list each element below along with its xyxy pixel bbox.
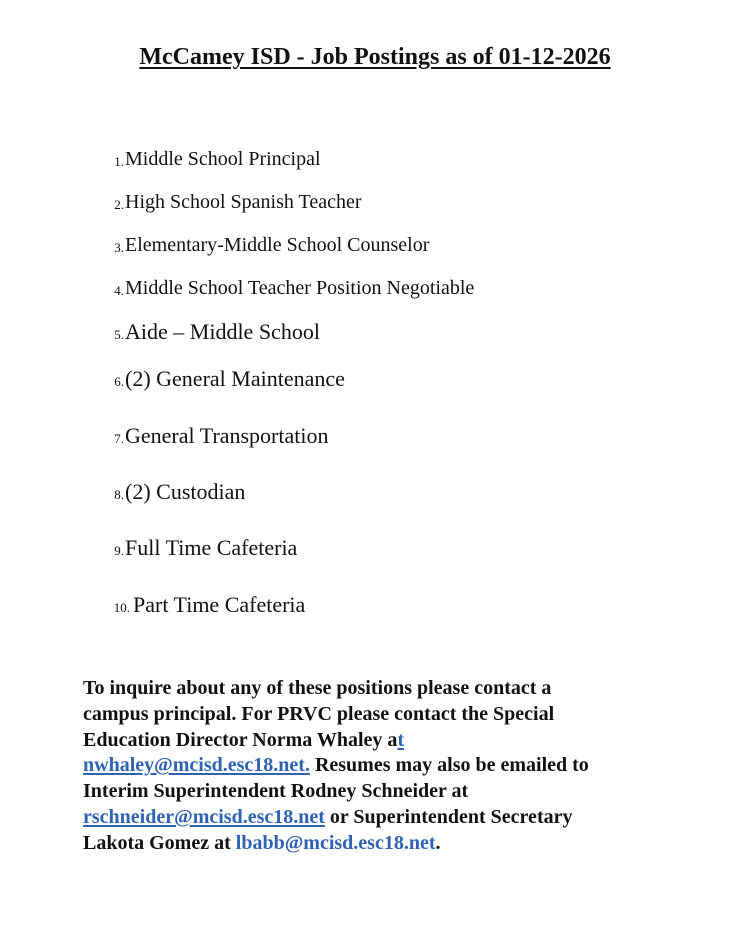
list-item-number: 6. <box>114 374 124 389</box>
list-item-label: Elementary-Middle School Counselor <box>125 234 430 256</box>
list-item-number: 5. <box>114 327 124 342</box>
list-item-number: 1. <box>114 154 124 169</box>
list-item-label: General Transportation <box>125 423 329 448</box>
list-item-number: 2. <box>114 197 124 212</box>
list-item-label: Middle School Teacher Position Negotiable <box>125 277 475 299</box>
email-link-fragment[interactable]: t <box>397 728 405 751</box>
list-item-number: 9. <box>114 543 124 558</box>
contact-paragraph <box>83 676 683 857</box>
contact-line-1: To inquire about any of these positions please contact a <box>83 677 552 699</box>
contact-line-4-text: Resumes may also be emailed to <box>309 754 589 777</box>
contact-line-3 <box>83 728 683 754</box>
list-item-label: Full Time Cafeteria <box>125 535 298 560</box>
email-link-nwhaley[interactable]: nwhaley@mcisd.esc18.net <box>83 754 305 777</box>
list-item-label: Part Time Cafeteria <box>133 592 306 617</box>
list-item-label: (2) Custodian <box>125 479 246 504</box>
contact-line-3-text: Education Director Norma Whaley a <box>83 728 398 751</box>
contact-line-5: Interim Superintendent Rodney Schneider at <box>83 780 469 803</box>
contact-line-6-text: or Superintendent Secretary <box>324 805 573 828</box>
list-item-number: 8. <box>114 487 124 502</box>
contact-line-7-text: Lakota Gomez at <box>83 831 236 854</box>
page-title: McCamey ISD - Job Postings as of 01-12-2026 <box>139 44 611 70</box>
list-item-label: (2) General Maintenance <box>125 366 345 391</box>
list-item-label: High School Spanish Teacher <box>125 191 362 213</box>
list-item-label: Aide – Middle School <box>125 319 320 344</box>
list-item-label: Middle School Principal <box>125 148 321 170</box>
list-item-number: 7. <box>114 431 124 446</box>
email-link-lbabb[interactable]: lbabb@mcisd.esc18.net <box>235 831 436 854</box>
email-link-period[interactable]: . <box>304 754 310 777</box>
contact-line-4 <box>83 753 683 779</box>
contact-line-7 <box>83 831 683 857</box>
list-item-number: 10. <box>113 600 130 615</box>
list-item-number: 4. <box>114 283 124 298</box>
contact-line-6 <box>83 805 683 831</box>
contact-line-2: campus principal. For PRVC please contact the Special <box>83 702 555 725</box>
contact-line-7-end: . <box>435 831 441 854</box>
email-link-rschneider[interactable]: rschneider@mcisd.esc18.net <box>83 805 325 828</box>
list-item-number: 3. <box>114 240 124 255</box>
